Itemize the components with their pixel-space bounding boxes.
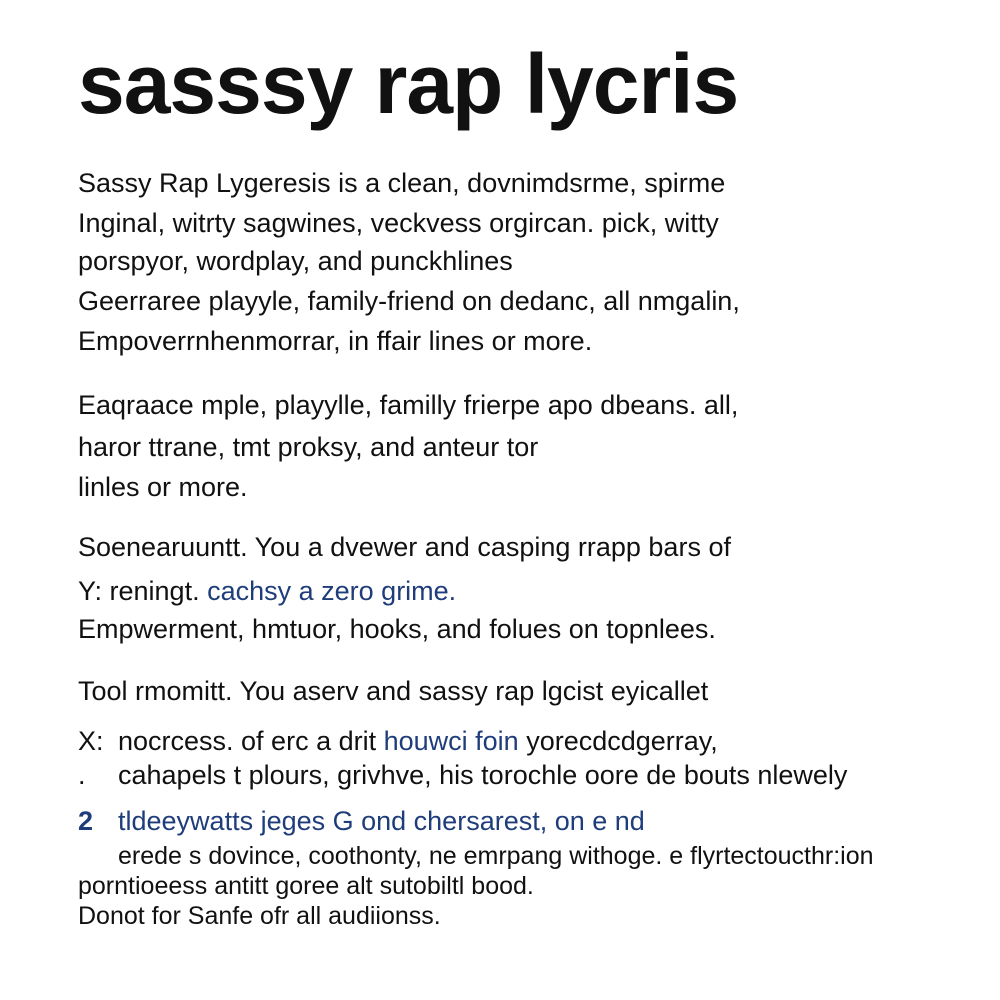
paragraph-2-line-1: Eaqraace mple, playylle, familly frierpe apo dbeans. all, (78, 390, 739, 420)
paragraph-1-line-1: Sassy Rap Lygeresis is a clean, dovnimdsrme, spirme (78, 168, 726, 198)
item-x-text-b: yorecdcdgerray, (518, 726, 718, 756)
paragraph-3-line-1: Soenearuuntt. You a dvewer and casping rrapp bars of (78, 532, 731, 562)
paragraph-1-line-4: Geerraree playyle, family-friend on dedanc, all nmgalin, (78, 286, 740, 316)
paragraph-4-heading: Tool rmomitt. You aserv and sassy rap lgcist eyicallet (78, 676, 709, 706)
item-dot-marker: . (78, 760, 86, 790)
paragraph-1-line-5: Empoverrnhenmorrar, in ffair lines or more. (78, 326, 593, 356)
item-dot-text: cahapels t plours, grivhve, his torochle oore de bouts nlewely (118, 760, 848, 790)
item-2-accent: tldeeywatts jeges G ond chersarest, on e nd (118, 806, 645, 836)
paragraph-3-line-2 (78, 576, 456, 607)
item-2-marker: 2 (78, 806, 94, 836)
paragraph-2-line-2: haror ttrane, tmt proksy, and anteur tor (78, 432, 539, 462)
paragraph-2-line-3: linles or more. (78, 472, 248, 502)
paragraph-1-line-3: porspyor, wordplay, and punckhlines (78, 246, 513, 276)
paragraph-3-line-2-prefix: Y: reningt. (78, 576, 200, 606)
item-x-accent: houwci foin (383, 726, 519, 756)
item-2-line-2: erede s dovince, coothonty, ne emrpang withoge. e flyrtectoucthr:ion (118, 842, 874, 870)
item-x-text (118, 726, 718, 757)
tail-line-1: porntioeess antitt goree alt sutobiltl bood. (78, 872, 534, 900)
page-title: sasssy rap lycris (78, 37, 739, 131)
item-x-marker: X: (78, 726, 104, 756)
item-x-text-a: nocrcess. of erc a drit (118, 726, 384, 756)
paragraph-3-line-2-accent: cachsy a zero grime. (199, 576, 457, 606)
paragraph-1-line-2: Inginal, witrty sagwines, veckvess orgircan. pick, witty (78, 208, 719, 238)
tail-line-2: Donot for Sanfe ofr all audiionss. (78, 902, 441, 930)
paragraph-3-line-3: Empwerment, hmtuor, hooks, and folues on topnlees. (78, 614, 716, 644)
